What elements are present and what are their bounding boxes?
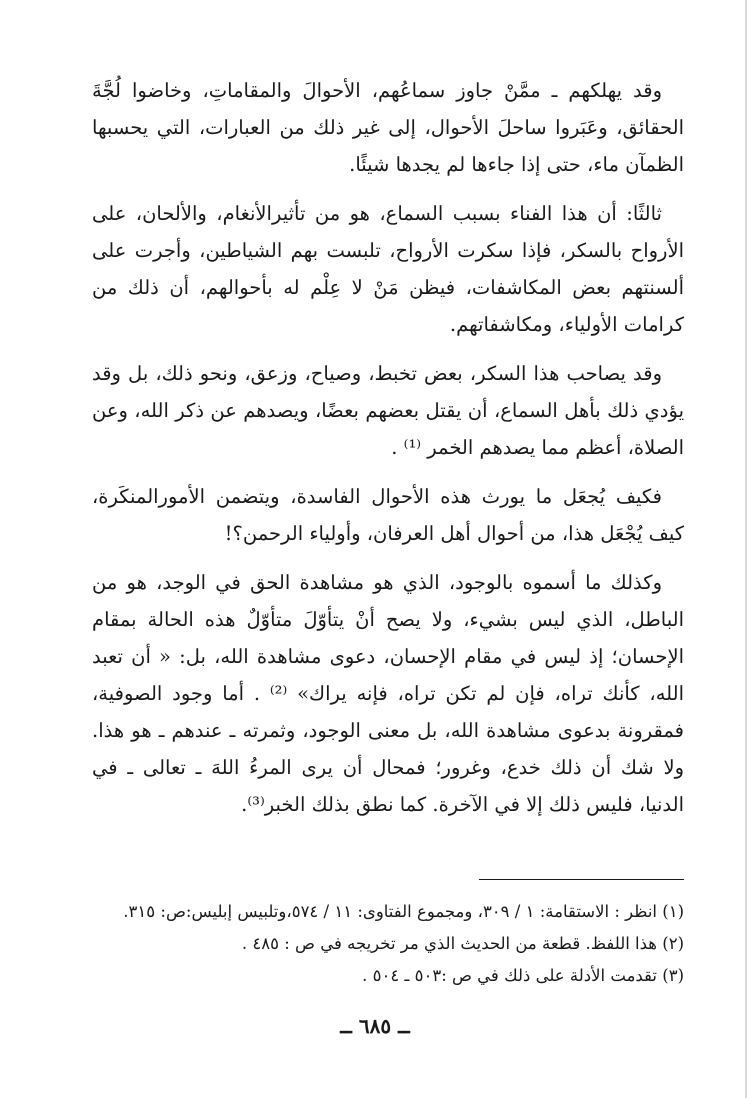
paragraph-2: ثالثًا: أن هذا الفناء بسبب السماع، هو من تأثيرالأنغام، والألحان، على الأرواح بالسكر، فإذا سكرت الأرواح، تلبست بهم الشياطين، وأجرت على ألسنتهم بعض المكاشفات، فيظن مَنْ لا عِلْم له بأحوالهم، أن ذلك من كرامات الأولياء، ومكاشفاتهم. [92, 202, 684, 336]
footnotes [92, 896, 684, 992]
footnote-3: (٣) تقدمت الأدلة على ذلك في ص :٥٠٣ ـ ٥٠٤ . [362, 966, 684, 985]
paragraph-1: وقد يهلكهم ـ ممَّنْ جاوز سماعُهم، الأحوالَ والمقاماتِ، وخاضوا لُجَّةَ الحقائق، وعَبَروا ساحلَ الأحوال، إلى غير ذلك من العبارات، التي يحسبها الظمآن ماء، حتى إذا جاءها لم يجدها شيئًا. [92, 79, 684, 176]
paragraph-3: وقد يصاحب هذا السكر، بعض تخبط، وصياح، وزعق، ونحو ذلك، بل وقد يؤدي ذلك بأهل السماع، أن يقتل بعضهم بعضًا، ويصدهم عن ذكر الله، وعن الصلاة، أعظم مما يصدهم الخمر ⁽¹⁾ . [92, 362, 684, 459]
footnote-separator [479, 879, 684, 880]
paragraph-4: فكيف يُجعَل ما يورث هذه الأحوال الفاسدة، ويتضمن الأمورالمنكَرة، كيف يُجْعَل هذا، من أحوال أهل العرفان، وأولياء الرحمن؟! [92, 485, 684, 545]
main-text [92, 72, 684, 835]
page-number: ــ ٦٨٥ ــ [340, 1014, 410, 1038]
scan-edge-line [745, 0, 747, 1098]
footnote-1: (١) انظر : الاستقامة: ١ / ٣٠٩، ومجموع الفتاوى: ١١ / ٥٧٤،وتلبيس إبليس:ص: ٣١٥. [123, 902, 684, 921]
paragraph-5: وكذلك ما أسموه بالوجود، الذي هو مشاهدة الحق في الوجد، هو من الباطل، الذي ليس بشيء، ولا يصح أنْ يتأوّلَ متأوّلٌ هذه الحالة بمقام الإحسان؛ إذ ليس في مقام الإحسان، دعوى مشاهدة الله، بل: « أن تعبد الله، كأنك تراه، فإن لم تكن تراه، فإنه يراك» ⁽²⁾ . أما وجود الصوفية، فمقرونة بدعوى مشاهدة الله، بل معنى الوجود، وثمرته ـ عندهم ـ هو هذا. ولا شك أن ذلك خدع، وغرور؛ فمحال أن يرى المرءُ اللهَ ـ تعالى ـ في الدنيا، فليس ذلك إلا في الآخرة. كما نطق بذلك الخبر⁽³⁾. [92, 571, 684, 816]
footnote-2: (٢) هذا اللفظ. قطعة من الحديث الذي مر تخريجه في ص : ٤٨٥ . [241, 934, 684, 953]
